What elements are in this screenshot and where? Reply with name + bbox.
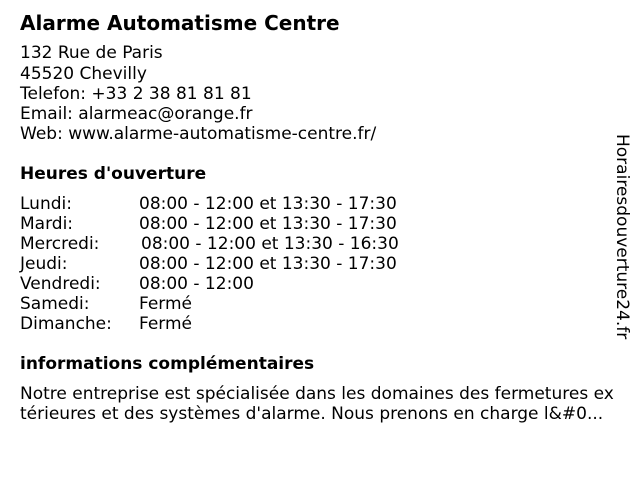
day-label: Mercredi: — [20, 234, 100, 254]
hours-heading: Heures d'ouverture — [20, 164, 207, 184]
day-hours: 08:00 - 12:00 et 13:30 - 16:30 — [141, 234, 399, 254]
day-hours: 08:00 - 12:00 — [139, 274, 254, 294]
hours-row-saturday — [20, 294, 440, 314]
web-line: Web: www.alarme-automatisme-centre.fr/ — [20, 124, 377, 144]
watermark-text: Horairesdouverture24.fr — [612, 134, 632, 340]
day-label: Lundi: — [20, 194, 72, 214]
hours-row-thursday — [20, 254, 440, 274]
hours-row-friday — [20, 274, 440, 294]
day-label: Mardi: — [20, 214, 74, 234]
day-label: Dimanche: — [20, 314, 112, 334]
day-label: Jeudi: — [20, 254, 68, 274]
info-text-line-1: Notre entreprise est spécialisée dans les domaines des fermetures ex — [20, 384, 614, 404]
hours-row-monday — [20, 194, 440, 214]
day-hours: Fermé — [139, 294, 193, 314]
business-name: Alarme Automatisme Centre — [20, 11, 340, 35]
hours-row-wednesday — [20, 234, 440, 254]
hours-row-tuesday — [20, 214, 440, 234]
day-label: Vendredi: — [20, 274, 101, 294]
hours-row-sunday — [20, 314, 440, 334]
info-heading: informations complémentaires — [20, 354, 315, 374]
info-text-line-2: térieures et des systèmes d'alarme. Nous prenons en charge l&#0... — [20, 404, 604, 424]
day-hours: 08:00 - 12:00 et 13:30 - 17:30 — [139, 194, 397, 214]
day-label: Samedi: — [20, 294, 90, 314]
day-hours: 08:00 - 12:00 et 13:30 - 17:30 — [139, 254, 397, 274]
day-hours: Fermé — [139, 314, 193, 334]
address-line-street: 132 Rue de Paris — [20, 43, 163, 63]
email-line: Email: alarmeac@orange.fr — [20, 104, 253, 124]
address-line-city: 45520 Chevilly — [20, 64, 147, 84]
phone-line: Telefon: +33 2 38 81 81 81 — [20, 84, 252, 104]
day-hours: 08:00 - 12:00 et 13:30 - 17:30 — [139, 214, 397, 234]
